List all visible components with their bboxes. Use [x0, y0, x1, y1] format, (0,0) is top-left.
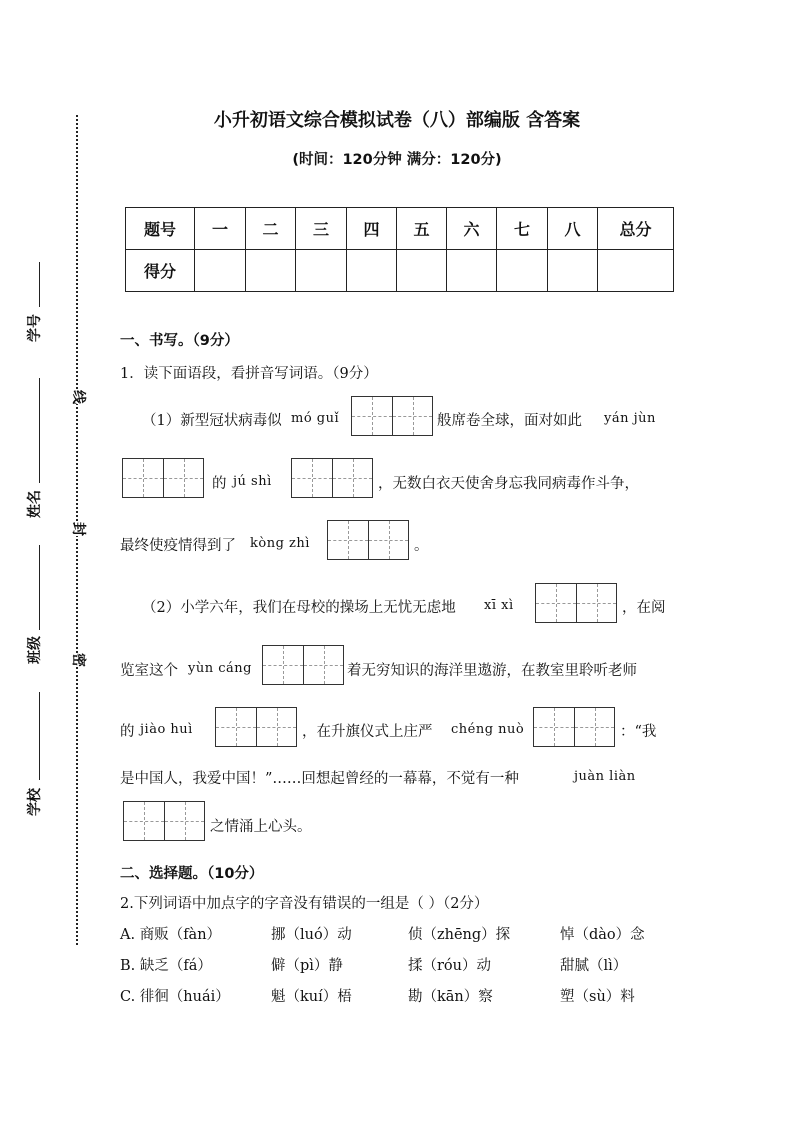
- option-c-3: 勘（kān）察: [408, 989, 493, 1005]
- p2-text-i: 之情涌上心头。: [210, 819, 312, 835]
- section2-heading: 二、选择题。（10分）: [120, 866, 264, 882]
- pinyin-mogui: mó guǐ: [291, 411, 340, 426]
- p2-text-f: ，在升旗仪式上庄严: [302, 724, 433, 740]
- score-table-header-row: [126, 208, 674, 250]
- pinyin-yuncang: yùn cáng: [188, 661, 252, 676]
- score-cell: 五: [397, 208, 447, 250]
- score-input-cell[interactable]: [246, 250, 296, 292]
- score-cell: 四: [347, 208, 397, 250]
- tianzige-box-juanlian[interactable]: [123, 801, 205, 841]
- margin-label-student-id: 学号: [27, 314, 43, 342]
- option-a-4: 悼（dào）念: [560, 927, 645, 943]
- tianzige-box-jushi[interactable]: [291, 458, 373, 498]
- exam-title: 小升初语文综合模拟试卷（八）部编版 含答案: [213, 110, 581, 131]
- tianzige-box-yuncang[interactable]: [262, 645, 344, 685]
- margin-line-student-id: [39, 262, 40, 307]
- score-input-cell[interactable]: [497, 250, 548, 292]
- score-input-cell[interactable]: [548, 250, 598, 292]
- p1-text-c: 的: [212, 476, 227, 492]
- score-cell: 二: [246, 208, 296, 250]
- margin-line-name: [39, 378, 40, 483]
- option-c-4: 塑（sù）料: [560, 989, 635, 1005]
- margin-label-name: 姓名: [27, 490, 43, 518]
- pinyin-jushi: jú shì: [233, 474, 272, 489]
- exam-subtitle: (时间：120分钟 满分：120分): [292, 152, 502, 168]
- score-cell: 八: [548, 208, 598, 250]
- score-input-cell[interactable]: [598, 250, 674, 292]
- p2-text-h: 是中国人，我爱中国！”……回想起曾经的一幕幕，不觉有一种: [120, 771, 519, 787]
- tianzige-box-jiaohui[interactable]: [215, 707, 297, 747]
- margin-label-school: 学校: [27, 788, 43, 816]
- p1-text-f: 。: [414, 538, 429, 554]
- tianzige-box-kongzhi[interactable]: [327, 520, 409, 560]
- option-a-3: 侦（zhēng）探: [408, 927, 511, 943]
- tianzige-box-chengnuo[interactable]: [533, 707, 615, 747]
- p2-text-e: 的: [120, 724, 135, 740]
- option-b-1[interactable]: B. 缺乏（fá）: [120, 958, 212, 974]
- cut-mark-secret: 密: [70, 653, 86, 667]
- p1-text-d: ，无数白衣天使舍身忘我同病毒作斗争，: [378, 476, 639, 492]
- section1-heading: 一、书写。（9分）: [120, 333, 239, 349]
- option-c-1[interactable]: C. 徘徊（huái）: [120, 989, 230, 1005]
- score-cell: 题号: [126, 208, 195, 250]
- p2-text-d: 着无穷知识的海洋里遨游，在教室里聆听老师: [347, 663, 637, 679]
- pinyin-chengnuo: chéng nuò: [451, 722, 525, 737]
- p2-text-c: 览室这个: [120, 663, 178, 679]
- option-b-4: 甜腻（lì）: [560, 958, 628, 974]
- pinyin-juanlian: juàn liàn: [574, 769, 636, 784]
- option-b-2: 僻（pì）静: [271, 958, 343, 974]
- score-input-cell[interactable]: [397, 250, 447, 292]
- pinyin-kongzhi: kòng zhì: [250, 536, 310, 551]
- p2-text-g: ：“我: [620, 724, 657, 740]
- score-cell: 得分: [126, 250, 195, 292]
- cut-mark-seal: 封: [70, 522, 86, 536]
- score-cell: 六: [447, 208, 497, 250]
- margin-line-school: [39, 692, 40, 780]
- margin-label-class: 班级: [27, 636, 43, 664]
- pinyin-xixi: xī xì: [484, 598, 514, 613]
- score-cell: 总分: [598, 208, 674, 250]
- score-table: [125, 207, 674, 292]
- score-input-cell[interactable]: [296, 250, 347, 292]
- margin-line-class: [39, 545, 40, 630]
- score-table-score-row: [126, 250, 674, 292]
- pinyin-jiaohui: jiào huì: [140, 722, 193, 737]
- score-cell: 七: [497, 208, 548, 250]
- pinyin-yanjun: yán jùn: [604, 411, 656, 426]
- option-b-3: 揉（róu）动: [408, 958, 491, 974]
- score-cell: 三: [296, 208, 347, 250]
- p2-text-b: ，在阅: [622, 600, 666, 616]
- score-input-cell[interactable]: [447, 250, 497, 292]
- score-input-cell[interactable]: [347, 250, 397, 292]
- score-cell: 一: [195, 208, 246, 250]
- option-c-2: 魁（kuí）梧: [271, 989, 352, 1005]
- question-2: 2.下列词语中加点字的字音没有错误的一组是（ ）（2分）: [120, 896, 489, 912]
- cut-mark-line: 线: [70, 390, 86, 404]
- tianzige-box-yanjun[interactable]: [122, 458, 204, 498]
- score-input-cell[interactable]: [195, 250, 246, 292]
- p1-text-e: 最终使疫情得到了: [120, 538, 236, 554]
- p1-text-b: 般席卷全球，面对如此: [437, 413, 582, 429]
- tianzige-box-xixi[interactable]: [535, 583, 617, 623]
- p1-text-a: （1）新型冠状病毒似: [142, 413, 282, 429]
- option-a-1[interactable]: A. 商贩（fàn）: [120, 927, 222, 943]
- option-a-2: 挪（luó）动: [271, 927, 352, 943]
- tianzige-box-mogui[interactable]: [351, 396, 433, 436]
- p2-text-a: （2）小学六年，我们在母校的操场上无忧无虑地: [142, 600, 456, 616]
- question-1: 1．读下面语段，看拼音写词语。（9分）: [120, 366, 378, 382]
